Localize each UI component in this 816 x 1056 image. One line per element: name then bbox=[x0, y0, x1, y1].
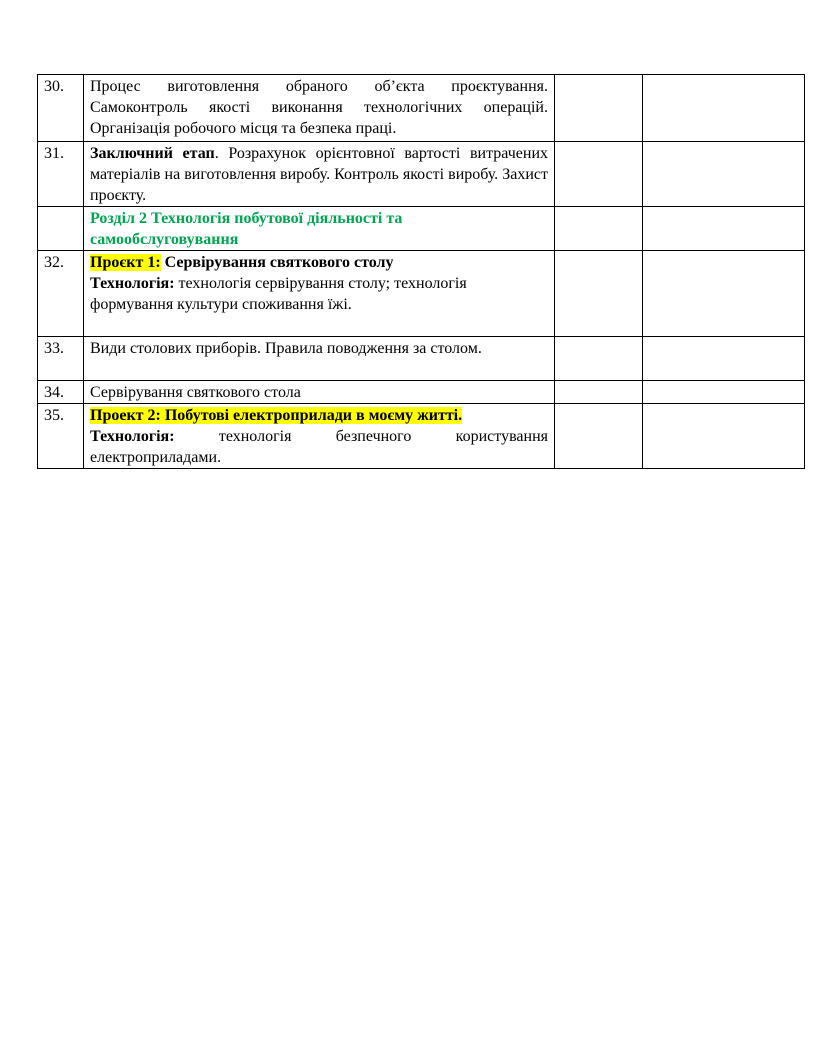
topic-text: Процес виготовлення обраного об’єкта проєктування. Самоконтроль якості виконання технологічних операцій. Організація робочого місця та безпека праці. bbox=[90, 78, 548, 137]
section-row bbox=[38, 207, 805, 251]
project-highlight: Проєкт 1: bbox=[90, 254, 161, 271]
notes-cell bbox=[643, 381, 805, 404]
row-number: 35. bbox=[38, 404, 84, 469]
notes-cell bbox=[643, 251, 805, 337]
row-topic bbox=[84, 381, 555, 404]
date-cell bbox=[555, 337, 643, 381]
table-row bbox=[38, 337, 805, 381]
row-topic bbox=[84, 142, 555, 207]
technology-text: технологія сервірування столу; технологія формування культури споживання їжі. bbox=[90, 275, 467, 313]
row-number: 32. bbox=[38, 251, 84, 337]
topic-text: Сервірування святкового стола bbox=[90, 384, 301, 401]
table-row bbox=[38, 75, 805, 142]
date-cell bbox=[555, 75, 643, 142]
row-topic bbox=[84, 207, 555, 251]
lesson-plan-table bbox=[37, 74, 805, 469]
table-row bbox=[38, 142, 805, 207]
section-heading: Розділ 2 Технологія побутової діяльності та самообслуговування bbox=[90, 210, 403, 248]
date-cell bbox=[555, 142, 643, 207]
row-number: 34. bbox=[38, 381, 84, 404]
date-cell bbox=[555, 381, 643, 404]
topic-text: Види столових приборів. Правила поводження за столом. bbox=[90, 340, 482, 357]
notes-cell bbox=[643, 337, 805, 381]
notes-cell bbox=[643, 75, 805, 142]
row-topic bbox=[84, 337, 555, 381]
project-highlight: Проект 2: Побутові електроприлади в моєму житті. bbox=[90, 407, 463, 424]
row-number bbox=[38, 207, 84, 251]
topic-text: . Розрахунок орієнтовної вартості витрачених матеріалів на виготовлення виробу. Контроль якості виробу. Захист проєкту. bbox=[90, 145, 549, 204]
date-cell bbox=[555, 207, 643, 251]
technology-label: Технологія: bbox=[90, 275, 175, 292]
table-row bbox=[38, 251, 805, 337]
notes-cell bbox=[643, 142, 805, 207]
notes-cell bbox=[643, 404, 805, 469]
date-cell bbox=[555, 404, 643, 469]
row-number: 31. bbox=[38, 142, 84, 207]
project-title: Сервірування святкового столу bbox=[160, 254, 394, 271]
technology-text: технологія безпечного користування електроприладами. bbox=[90, 428, 548, 466]
row-number: 33. bbox=[38, 337, 84, 381]
row-topic bbox=[84, 404, 555, 469]
row-topic bbox=[84, 75, 555, 142]
technology-label: Технологія: bbox=[90, 428, 175, 445]
table-row bbox=[38, 381, 805, 404]
date-cell bbox=[555, 251, 643, 337]
table-row bbox=[38, 404, 805, 469]
row-number: 30. bbox=[38, 75, 84, 142]
row-topic bbox=[84, 251, 555, 337]
notes-cell bbox=[643, 207, 805, 251]
topic-bold-lead: Заключний етап bbox=[90, 145, 215, 162]
